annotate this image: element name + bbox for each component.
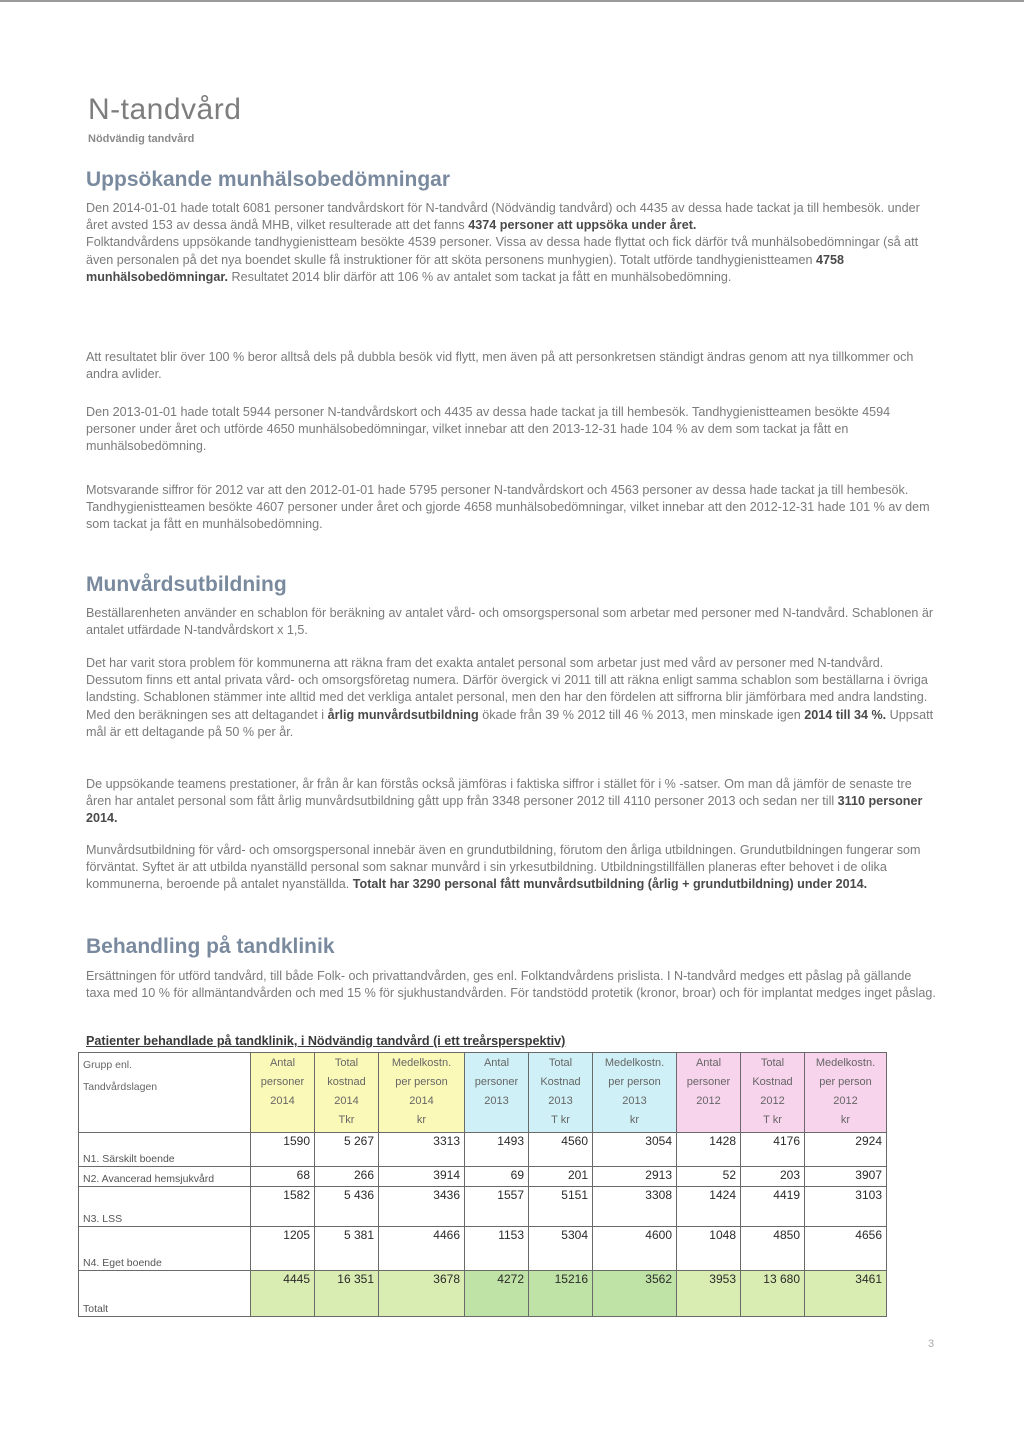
table-cell: 2924 bbox=[805, 1133, 887, 1167]
table-cell: 1590 bbox=[251, 1133, 315, 1167]
text-span: Folktandvårdens uppsökande tandhygienistteam besökte 4539 personer. Vissa av dessa hade flyttat och fick därför två munhälsobedömningar (så att även personalen på det nya boendet skulle få instruktioner för att sköta personens munhygien). Totalt utförde tandhygienistteamen bbox=[86, 235, 919, 267]
header-line: kr bbox=[840, 1114, 851, 1126]
bold-text: årlig munvårdsutbildning bbox=[327, 707, 479, 722]
paragraph-ersattning: Ersättningen för utförd tandvård, till både Folk- och privattandvården, ges enl. Folktandvårdens prislista. I N-tandvård medges ett påslag på gällande taxa med 10 % för allmäntandvården och med 15 % för sjukhustandvården. För tandstödd protetik (kronor, broar) och för implantat medges inget påslag. bbox=[86, 969, 936, 1001]
header-line: 2014 bbox=[270, 1095, 295, 1107]
bold-text: 4758 munhälsobedömningar. bbox=[86, 252, 844, 284]
paragraph-deltagande bbox=[86, 655, 938, 741]
bold-text: 4374 personer att uppsöka under året. bbox=[468, 218, 697, 233]
header-line: Total bbox=[548, 1057, 573, 1069]
text-span: Det har varit stora problem för kommunerna att räkna fram det exakta antalet personal som arbetar just med vård av personer med N-tandvård. Dessutom finns ett antal privata vård- och omsorgsföretag numera. Därför övergick vi 2011 till att räkna enligt samma schablon som beställarna i övriga landsting. Schablonen stämmer inte alltid med det verkliga antalet personal, men den har den fördelen att siffrorna blir jämförbara med andra landsting. Med den beräkningen ses att deltagandet i bbox=[86, 656, 928, 722]
table-cell: 5304 bbox=[529, 1227, 593, 1271]
header-cell bbox=[315, 1053, 379, 1133]
text-span: De uppsökande teamens prestationer, år från år kan förstås också jämföras i faktiska siffror i stället för i % -satser. Om man då jämför de senaste tre åren har antalet personal som fått årlig munvårdsutbildning gått upp från 3348 personer 2012 till 4110 personer 2013 och sedan ner till bbox=[86, 777, 912, 809]
table-cell: 1428 bbox=[677, 1133, 741, 1167]
table-cell: 3313 bbox=[379, 1133, 465, 1167]
table-cell: 266 bbox=[315, 1167, 379, 1187]
text-span: Resultatet 2014 blir därför att 106 % av antalet som tackat ja fått en munhälsobedömning. bbox=[228, 269, 732, 284]
paragraph-2013: Den 2013-01-01 hade totalt 5944 personer N-tandvårdskort och 4435 av dessa hade tackat ja till hembesök. Tandhygienistteamen besökte 4594 personer under året och utförde 4650 munhälsobedömningar, vilket innebar att den 2013-12-31 hade 104 % av dem som tackat ja fått en munhälsobedömning. bbox=[86, 405, 891, 454]
paragraph-grundutbildning bbox=[86, 842, 938, 894]
row-label: N1. Särskilt boende bbox=[79, 1133, 251, 1167]
top-border bbox=[0, 0, 1024, 2]
header-cell bbox=[251, 1053, 315, 1133]
table-cell: 1424 bbox=[677, 1187, 741, 1227]
table-cell: 1048 bbox=[677, 1227, 741, 1271]
paragraph-prestationer bbox=[86, 776, 938, 828]
header-cell bbox=[677, 1053, 741, 1133]
text-span: Munvårdsutbildning för vård- och omsorgspersonal innebär även en grundutbildning, förutom den årliga utbildningen. Grundutbildningen fungerar som förväntat. Syftet är att utbilda nyanställd personal som saknar munvård i sin yrkesutbildning. Utbildningstillfällen planeras efter behovet i de olika kommunerna, beroende på antalet nyanställda. bbox=[86, 843, 921, 892]
header-line: Total bbox=[760, 1057, 785, 1069]
paragraph-uppsokande-2014 bbox=[86, 200, 938, 286]
section-heading-munvard: Munvårdsutbildning bbox=[86, 573, 287, 596]
table-cell: 5151 bbox=[529, 1187, 593, 1227]
group-header-line2: Tandvårdslagen bbox=[83, 1081, 158, 1093]
header-line: per person bbox=[819, 1076, 872, 1088]
table-cell: 1582 bbox=[251, 1187, 315, 1227]
header-line: personer bbox=[474, 1076, 519, 1088]
table-caption: Patienter behandlade på tandklinik, i Nödvändig tandvård (i ett treårsperspektiv) bbox=[86, 1034, 566, 1048]
table-header-row bbox=[79, 1053, 887, 1133]
table-cell: 1557 bbox=[465, 1187, 529, 1227]
table-row bbox=[79, 1133, 887, 1167]
row-label: N3. LSS bbox=[79, 1187, 251, 1227]
header-line: Medelkostn. bbox=[815, 1057, 876, 1069]
table-cell: 4850 bbox=[741, 1227, 805, 1271]
header-line: Medelkostn. bbox=[391, 1057, 452, 1069]
header-line: Antal bbox=[695, 1057, 722, 1069]
header-cell bbox=[741, 1053, 805, 1133]
header-line: per person bbox=[395, 1076, 448, 1088]
section-heading-uppsokande: Uppsökande munhälsobedömningar bbox=[86, 168, 451, 191]
header-line: 2014 bbox=[409, 1095, 434, 1107]
paragraph-schablon: Beställarenheten använder en schablon för beräkning av antalet vård- och omsorgspersonal som arbetar med personer med N-tandvård. Schablonen är antalet utfärdade N-tandvårdskort x 1,5. bbox=[86, 606, 934, 638]
header-cell bbox=[379, 1053, 465, 1133]
header-line: Tkr bbox=[338, 1114, 355, 1126]
header-cell bbox=[805, 1053, 887, 1133]
document-title: N-tandvård bbox=[88, 93, 242, 126]
paragraph-resultat: Att resultatet blir över 100 % beror alltså dels på dubbla besök vid flytt, men även på att personkretsen ständigt ändras genom att nya tillkommer och andra avlider. bbox=[86, 350, 914, 382]
row-label: Totalt bbox=[79, 1271, 251, 1317]
group-header-line1: Grupp enl. bbox=[83, 1059, 133, 1071]
section-heading-behandling: Behandling på tandklinik bbox=[86, 935, 335, 958]
header-line: personer bbox=[686, 1076, 731, 1088]
table-row bbox=[79, 1227, 887, 1271]
header-line: 2013 bbox=[484, 1095, 509, 1107]
table-cell: 3103 bbox=[805, 1187, 887, 1227]
table-cell: 68 bbox=[251, 1167, 315, 1187]
table-cell: 3907 bbox=[805, 1167, 887, 1187]
table-cell: 4445 bbox=[251, 1271, 315, 1317]
table-cell: 3953 bbox=[677, 1271, 741, 1317]
table-cell: 3562 bbox=[593, 1271, 677, 1317]
header-line: Kostnad bbox=[752, 1076, 793, 1088]
row-label: N4. Eget boende bbox=[79, 1227, 251, 1271]
table-cell: 201 bbox=[529, 1167, 593, 1187]
table-cell: 3461 bbox=[805, 1271, 887, 1317]
table-cell: 4419 bbox=[741, 1187, 805, 1227]
table-cell: 3914 bbox=[379, 1167, 465, 1187]
header-line: personer bbox=[260, 1076, 305, 1088]
bold-text: Totalt har 3290 personal fått munvårdsutbildning (årlig + grundutbildning) under 2014. bbox=[352, 877, 868, 892]
header-line: kr bbox=[629, 1114, 640, 1126]
header-line: 2012 bbox=[833, 1095, 858, 1107]
table-cell: 69 bbox=[465, 1167, 529, 1187]
table-cell: 1205 bbox=[251, 1227, 315, 1271]
header-line: Antal bbox=[269, 1057, 296, 1069]
table-cell: 203 bbox=[741, 1167, 805, 1187]
header-cell bbox=[529, 1053, 593, 1133]
table-cell: 13 680 bbox=[741, 1271, 805, 1317]
table-row bbox=[79, 1187, 887, 1227]
table-cell: 52 bbox=[677, 1167, 741, 1187]
table-cell: 5 436 bbox=[315, 1187, 379, 1227]
header-line: 2013 bbox=[622, 1095, 647, 1107]
paragraph-2012: Motsvarande siffror för 2012 var att den 2012-01-01 hade 5795 personer N-tandvårdskort och 4563 personer av dessa hade tackat ja till hembesök. Tandhygienistteamen besökte 4607 personer under året och gjorde 4658 munhälsobedömningar, vilket innebar att den 2012-12-31 hade 101 % av dem som tackat ja fått en munhälsobedömning. bbox=[86, 483, 930, 532]
header-line: T kr bbox=[551, 1114, 570, 1126]
table-cell: 4466 bbox=[379, 1227, 465, 1271]
table-cell: 1153 bbox=[465, 1227, 529, 1271]
table-cell: 16 351 bbox=[315, 1271, 379, 1317]
table-row-total bbox=[79, 1271, 887, 1317]
table-cell: 15216 bbox=[529, 1271, 593, 1317]
document-subtitle: Nödvändig tandvård bbox=[88, 133, 195, 145]
table-cell: 3678 bbox=[379, 1271, 465, 1317]
header-line: kr bbox=[416, 1114, 427, 1126]
header-line: Kostnad bbox=[540, 1076, 581, 1088]
table-cell: 4600 bbox=[593, 1227, 677, 1271]
header-cell bbox=[465, 1053, 529, 1133]
header-line: kostnad bbox=[327, 1076, 366, 1088]
bold-text: 2014 till 34 %. bbox=[804, 707, 887, 722]
header-line: Medelkostn. bbox=[604, 1057, 665, 1069]
table-cell: 3054 bbox=[593, 1133, 677, 1167]
text-span: ökade från 39 % 2012 till 46 % 2013, men minskade igen bbox=[478, 707, 805, 722]
header-line: 2013 bbox=[548, 1095, 573, 1107]
header-line: 2014 bbox=[334, 1095, 359, 1107]
table-cell: 2913 bbox=[593, 1167, 677, 1187]
text-span: Uppsatt mål är ett deltagande på 50 % per år. bbox=[86, 707, 934, 739]
table-cell: 4272 bbox=[465, 1271, 529, 1317]
header-line: per person bbox=[608, 1076, 661, 1088]
header-line: Total bbox=[334, 1057, 359, 1069]
table-row bbox=[79, 1167, 887, 1187]
table-cell: 4656 bbox=[805, 1227, 887, 1271]
page-number: 3 bbox=[928, 1338, 935, 1350]
header-line: 2012 bbox=[696, 1095, 721, 1107]
table-cell: 3308 bbox=[593, 1187, 677, 1227]
bold-text: 3110 personer 2014. bbox=[86, 794, 923, 826]
table-cell: 1493 bbox=[465, 1133, 529, 1167]
table-cell: 5 381 bbox=[315, 1227, 379, 1271]
header-cell bbox=[593, 1053, 677, 1133]
table-cell: 3436 bbox=[379, 1187, 465, 1227]
table-cell: 5 267 bbox=[315, 1133, 379, 1167]
header-line: Antal bbox=[483, 1057, 510, 1069]
row-label: N2. Avancerad hemsjukvård bbox=[79, 1167, 251, 1187]
table-cell: 4560 bbox=[529, 1133, 593, 1167]
table-cell: 4176 bbox=[741, 1133, 805, 1167]
header-line: 2012 bbox=[760, 1095, 785, 1107]
group-header bbox=[79, 1053, 251, 1133]
text-span: Den 2014-01-01 hade totalt 6081 personer tandvårdskort för N-tandvård (Nödvändig tandvård) och 4435 av dessa hade tackat ja till hembesök. under året avsted 153 av dessa ändå MHB, vilket resulterade att det fanns bbox=[86, 201, 920, 233]
header-line: T kr bbox=[763, 1114, 782, 1126]
patients-table bbox=[78, 1052, 887, 1317]
